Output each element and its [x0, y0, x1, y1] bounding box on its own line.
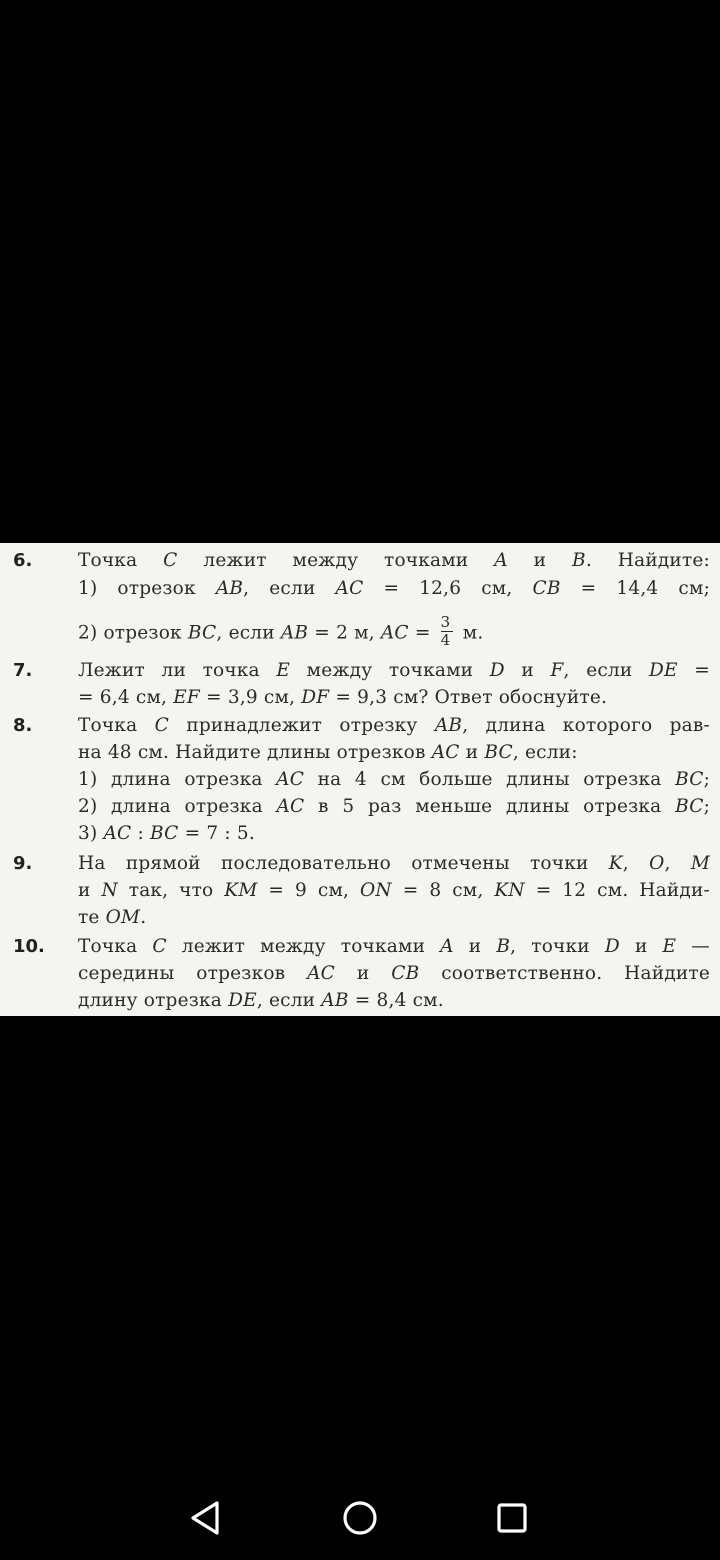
circle-home-icon [341, 1499, 379, 1537]
textbook-photo [0, 543, 720, 1016]
problem-text-line: те OM. [78, 907, 147, 928]
problem-text-line: На прямой последовательно отмечены точки K, O, M [78, 853, 710, 874]
problem-text-line: Лежит ли точка E между точками D и F, если DE = [78, 660, 710, 681]
problem-text-line: середины отрезков AC и CB соответственно. Найдите [78, 963, 710, 984]
system-navigation-bar [0, 1470, 720, 1560]
problem-text-line: длину отрезка DE, если AB = 8,4 см. [78, 990, 444, 1011]
problem-text-line: 2) длина отрезка AC в 5 раз меньше длины отрезка BC; [78, 796, 710, 817]
problem-text-line: 3) AC : BC = 7 : 5. [78, 823, 255, 844]
problem-number: 8. [13, 715, 33, 736]
problem-text-line: Точка C лежит между точками A и B. Найдите: [78, 550, 710, 571]
problem-number: 7. [13, 660, 33, 681]
problem-text-line: Точка C лежит между точками A и B, точки D и E — [78, 936, 710, 957]
problem-text-line: на 48 см. Найдите длины отрезков AC и BC, если: [78, 742, 578, 763]
problem-text-line: и N так, что KM = 9 см, ON = 8 см, KN = 12 см. Найди- [78, 880, 710, 901]
triangle-back-icon [188, 1499, 222, 1537]
back-button[interactable] [181, 1494, 229, 1542]
square-recents-icon [494, 1500, 530, 1536]
problem-number: 10. [13, 936, 45, 957]
problem-text-line: 1) длина отрезка AC на 4 см больше длины отрезка BC; [78, 769, 710, 790]
problem-number: 6. [13, 550, 33, 571]
problem-text-line: = 6,4 см, EF = 3,9 см, DF = 9,3 см? Ответ обоснуйте. [78, 687, 608, 708]
problem-text-line: Точка C принадлежит отрезку AB, длина которого рав- [78, 715, 710, 736]
problem-text-line: 1) отрезок AB, если AC = 12,6 см, CB = 14,4 см; [78, 578, 711, 599]
problem-number: 9. [13, 853, 33, 874]
problem-text-line: 2) отрезок BC, если AB = 2 м, AC = $\frac{3}{4}$ м. [78, 613, 484, 649]
recents-button[interactable] [488, 1494, 536, 1542]
home-button[interactable] [336, 1494, 384, 1542]
